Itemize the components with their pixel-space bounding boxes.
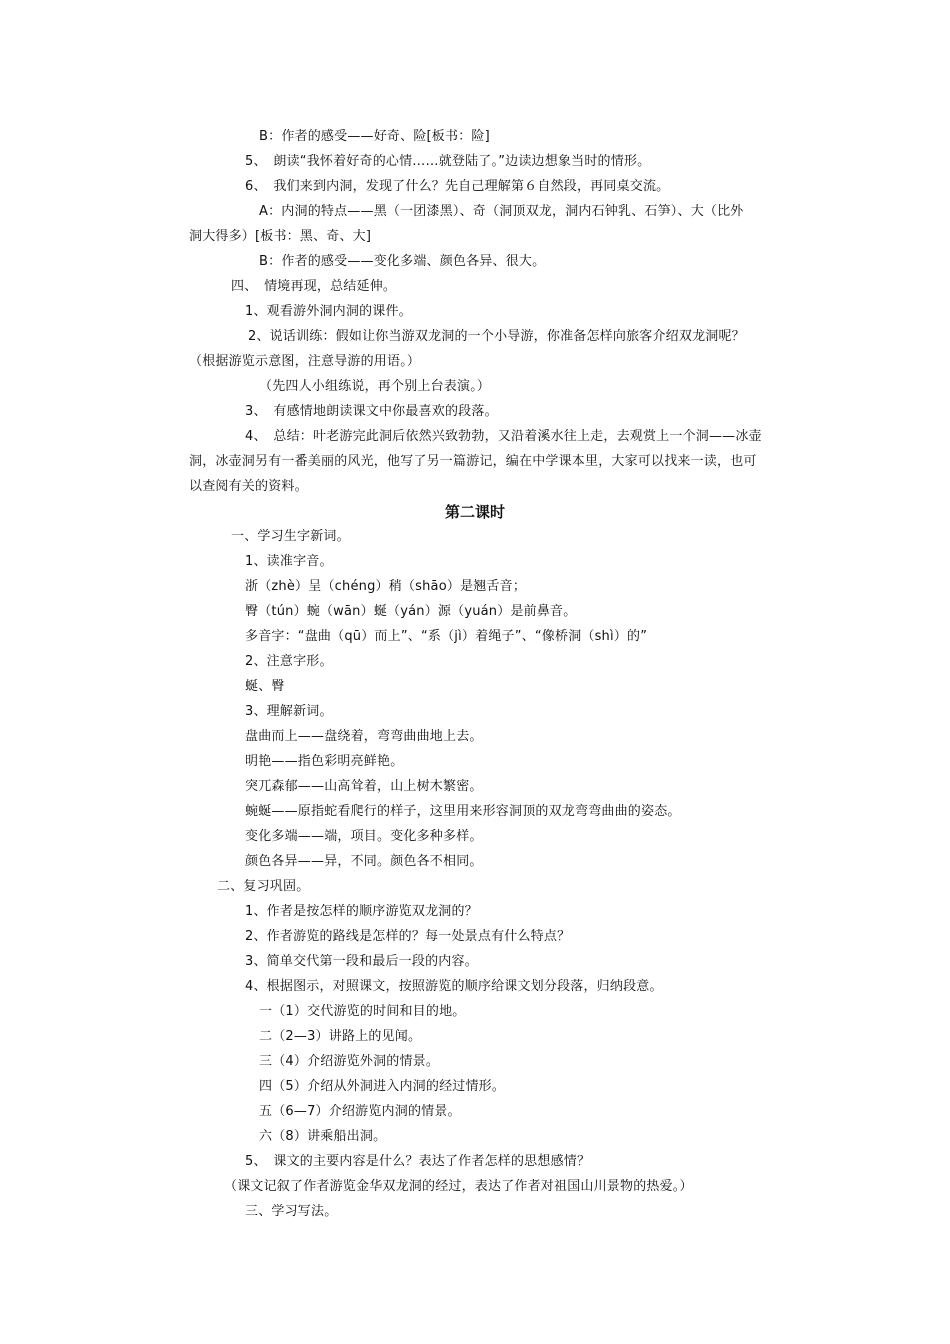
text-line: 三、学习写法。	[245, 1204, 338, 1219]
text-line: 2、说话训练：假如让你当游双龙洞的一个小导游，你准备怎样向旅客介绍双龙洞呢？	[248, 329, 745, 344]
text-line: 臀（tún）蜿（wān）蜒（yán）源（yuán）是前鼻音。	[245, 604, 577, 619]
text-line: 以查阅有关的资料。	[189, 479, 308, 494]
text-line: 1、读准字音。	[245, 554, 333, 569]
text-line: 1、作者是按怎样的顺序游览双龙洞的？	[245, 904, 478, 919]
section-title: 第二课时	[444, 503, 505, 521]
text-line: 1、观看游外洞内洞的课件。	[245, 304, 412, 319]
text-line: 6、 我们来到内洞，发现了什么？先自己理解第６自然段，再同桌交流。	[245, 179, 670, 194]
text-line: 多音字：“盘曲（qū）而上”、“系（jì）着绳子”、“像桥洞（shì）的”	[245, 629, 648, 644]
text-line: 4、根据图示，对照课文，按照游览的顺序给课文划分段落，归纳段意。	[245, 979, 663, 994]
text-line: 四、 情境再现，总结延伸。	[231, 279, 397, 294]
text-line: 明艳——指色彩明亮鲜艳。	[245, 754, 404, 769]
text-line: 5、 朗读“我怀着好奇的心情……就登陆了。”边读边想象当时的情形。	[245, 154, 651, 169]
text-line: 一（1）交代游览的时间和目的地。	[259, 1004, 466, 1019]
text-line: （先四人小组练说，再个别上台表演。）	[259, 379, 491, 394]
text-line: 蜒、臀	[245, 679, 285, 694]
text-line: 4、 总结：叶老游完此洞后依然兴致勃勃，又沿着溪水往上走，去观赏上一个洞——冰壶	[245, 429, 762, 444]
text-line: 四（5）介绍从外洞进入内洞的经过情形。	[259, 1079, 506, 1094]
text-line: 颜色各异——异，不同。颜色各不相同。	[245, 854, 483, 869]
text-line: 二（2—3）讲路上的见闻。	[259, 1029, 422, 1044]
text-line: 2、作者游览的路线是怎样的？每一处景点有什么特点？	[245, 929, 571, 944]
text-line: 一、学习生字新词。	[231, 529, 350, 544]
text-line: （课文记叙了作者游览金华双龙洞的经过，表达了作者对祖国山川景物的热爱。）	[224, 1179, 693, 1194]
text-line: 洞大得多）[板书：黑、奇、大]	[189, 229, 372, 244]
text-line: 变化多端——端，项目。变化多种多样。	[245, 829, 483, 844]
text-line: 3、理解新词。	[245, 704, 333, 719]
text-line: 3、 有感情地朗读课文中你最喜欢的段落。	[245, 404, 498, 419]
text-line: 浙（zhè）呈（chéng）稍（shāo）是翘舌音；	[245, 579, 527, 594]
text-line: A：内洞的特点——黑（一团漆黑）、奇（洞顶双龙，洞内石钟乳、石笋）、大（比外	[259, 204, 744, 219]
text-line: 突兀森郁——山高耸着，山上树木繁密。	[245, 779, 483, 794]
text-line: 五（6—7）介绍游览内洞的情景。	[259, 1104, 461, 1119]
text-line: 5、 课文的主要内容是什么？表达了作者怎样的思想感情？	[245, 1154, 591, 1169]
text-line: （根据游览示意图，注意导游的用语。）	[189, 354, 421, 369]
text-line: 二、复习巩固。	[217, 879, 310, 894]
text-line: 六（8）讲乘船出洞。	[259, 1129, 387, 1144]
text-line: B：作者的感受——变化多端、颜色各异、很大。	[259, 254, 546, 269]
text-line: 3、简单交代第一段和最后一段的内容。	[245, 954, 478, 969]
text-line: 洞，冰壶洞另有一番美丽的风光，他写了另一篇游记，编在中学课本里，大家可以找来一读，也可	[189, 454, 757, 469]
text-line: 蜿蜒——原指蛇看爬行的样子，这里用来形容洞顶的双龙弯弯曲曲的姿态。	[245, 804, 681, 819]
text-line: 2、注意字形。	[245, 654, 333, 669]
text-line: B：作者的感受——好奇、险[板书：险]	[259, 129, 490, 144]
text-line: 三（4）介绍游览外洞的情景。	[259, 1054, 440, 1069]
text-line: 盘曲而上——盘绕着，弯弯曲曲地上去。	[245, 729, 483, 744]
